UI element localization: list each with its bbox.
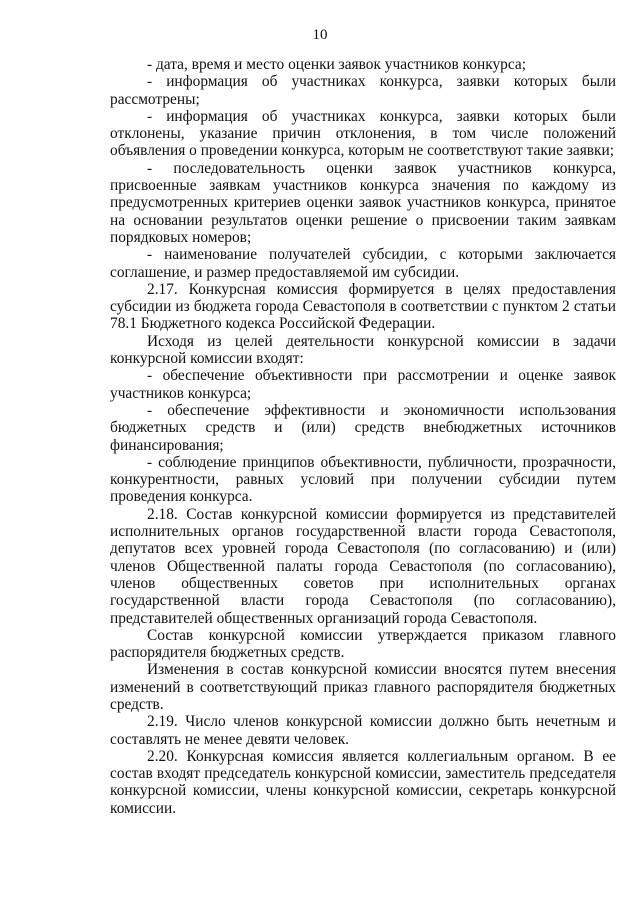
paragraph: - последовательность оценки заявок участников конкурса, присвоенные заявкам участников конкурса значения по каждому из предусмотренных критериев оценки заявок участников конкурса, принятое на основании результатов оценки решение о присвоении таким заявкам порядковых номеров; <box>110 159 616 246</box>
paragraph: - информация об участниках конкурса, заявки которых были рассмотрены; <box>110 73 616 108</box>
paragraph: Изменения в состав конкурсной комиссии вносятся путем внесения изменений в соответствующий приказ главного распорядителя бюджетных средств. <box>110 661 616 713</box>
paragraph: - обеспечение объективности при рассмотрении и оценке заявок участников конкурса; <box>110 367 616 402</box>
paragraph: - наименование получателей субсидии, с которыми заключается соглашение, и размер предоставляемой им субсидии. <box>110 246 616 281</box>
paragraph: 2.19. Число членов конкурсной комиссии должно быть нечетным и составлять не менее девяти человек. <box>110 713 616 748</box>
paragraph: Исходя из целей деятельности конкурсной комиссии в задачи конкурсной комиссии входят: <box>110 332 616 368</box>
paragraph: Состав конкурсной комиссии утверждается приказом главного распорядителя бюджетных средств. <box>110 626 616 662</box>
page-number: 10 <box>312 27 328 43</box>
paragraph: - дата, время и место оценки заявок участников конкурса; <box>147 56 527 73</box>
paragraph: 2.20. Конкурсная комиссия является коллегиальным органом. В ее состав входят председатель конкурсной комиссии, заместитель председателя конкурсной комиссии, члены конкурсной комиссии, секретарь конкурсной комиссии. <box>110 747 616 817</box>
paragraph: - информация об участниках конкурса, заявки которых были отклонены, указание причин отклонения, в том числе положений объявления о проведении конкурса, которым не соответствуют такие заявки; <box>110 107 616 160</box>
paragraph: - соблюдение принципов объективности, публичности, прозрачности, конкурентности, равных условий при получении субсидии путем проведения конкурса. <box>110 453 616 506</box>
paragraph: - обеспечение эффективности и экономичности использования бюджетных средств и (или) средств внебюджетных источников финансирования; <box>110 401 616 454</box>
paragraph: 2.18. Состав конкурсной комиссии формируется из представителей исполнительных органов государственной власти города Севастополя, депутатов всех уровней города Севастополя (по согласованию) и (или) членов Общественной палаты города Севастополя (по согласованию), членов общественных советов при исполнительных органах государственной власти города Севастополя (по согласованию), представителей общественных организаций города Севастополя. <box>110 505 616 627</box>
document-body <box>110 56 616 817</box>
paragraph: 2.17. Конкурсная комиссия формируется в целях предоставления субсидии из бюджета города Севастополя в соответствии с пунктом 2 статьи 78.1 Бюджетного кодекса Российской Федерации. <box>110 280 616 333</box>
